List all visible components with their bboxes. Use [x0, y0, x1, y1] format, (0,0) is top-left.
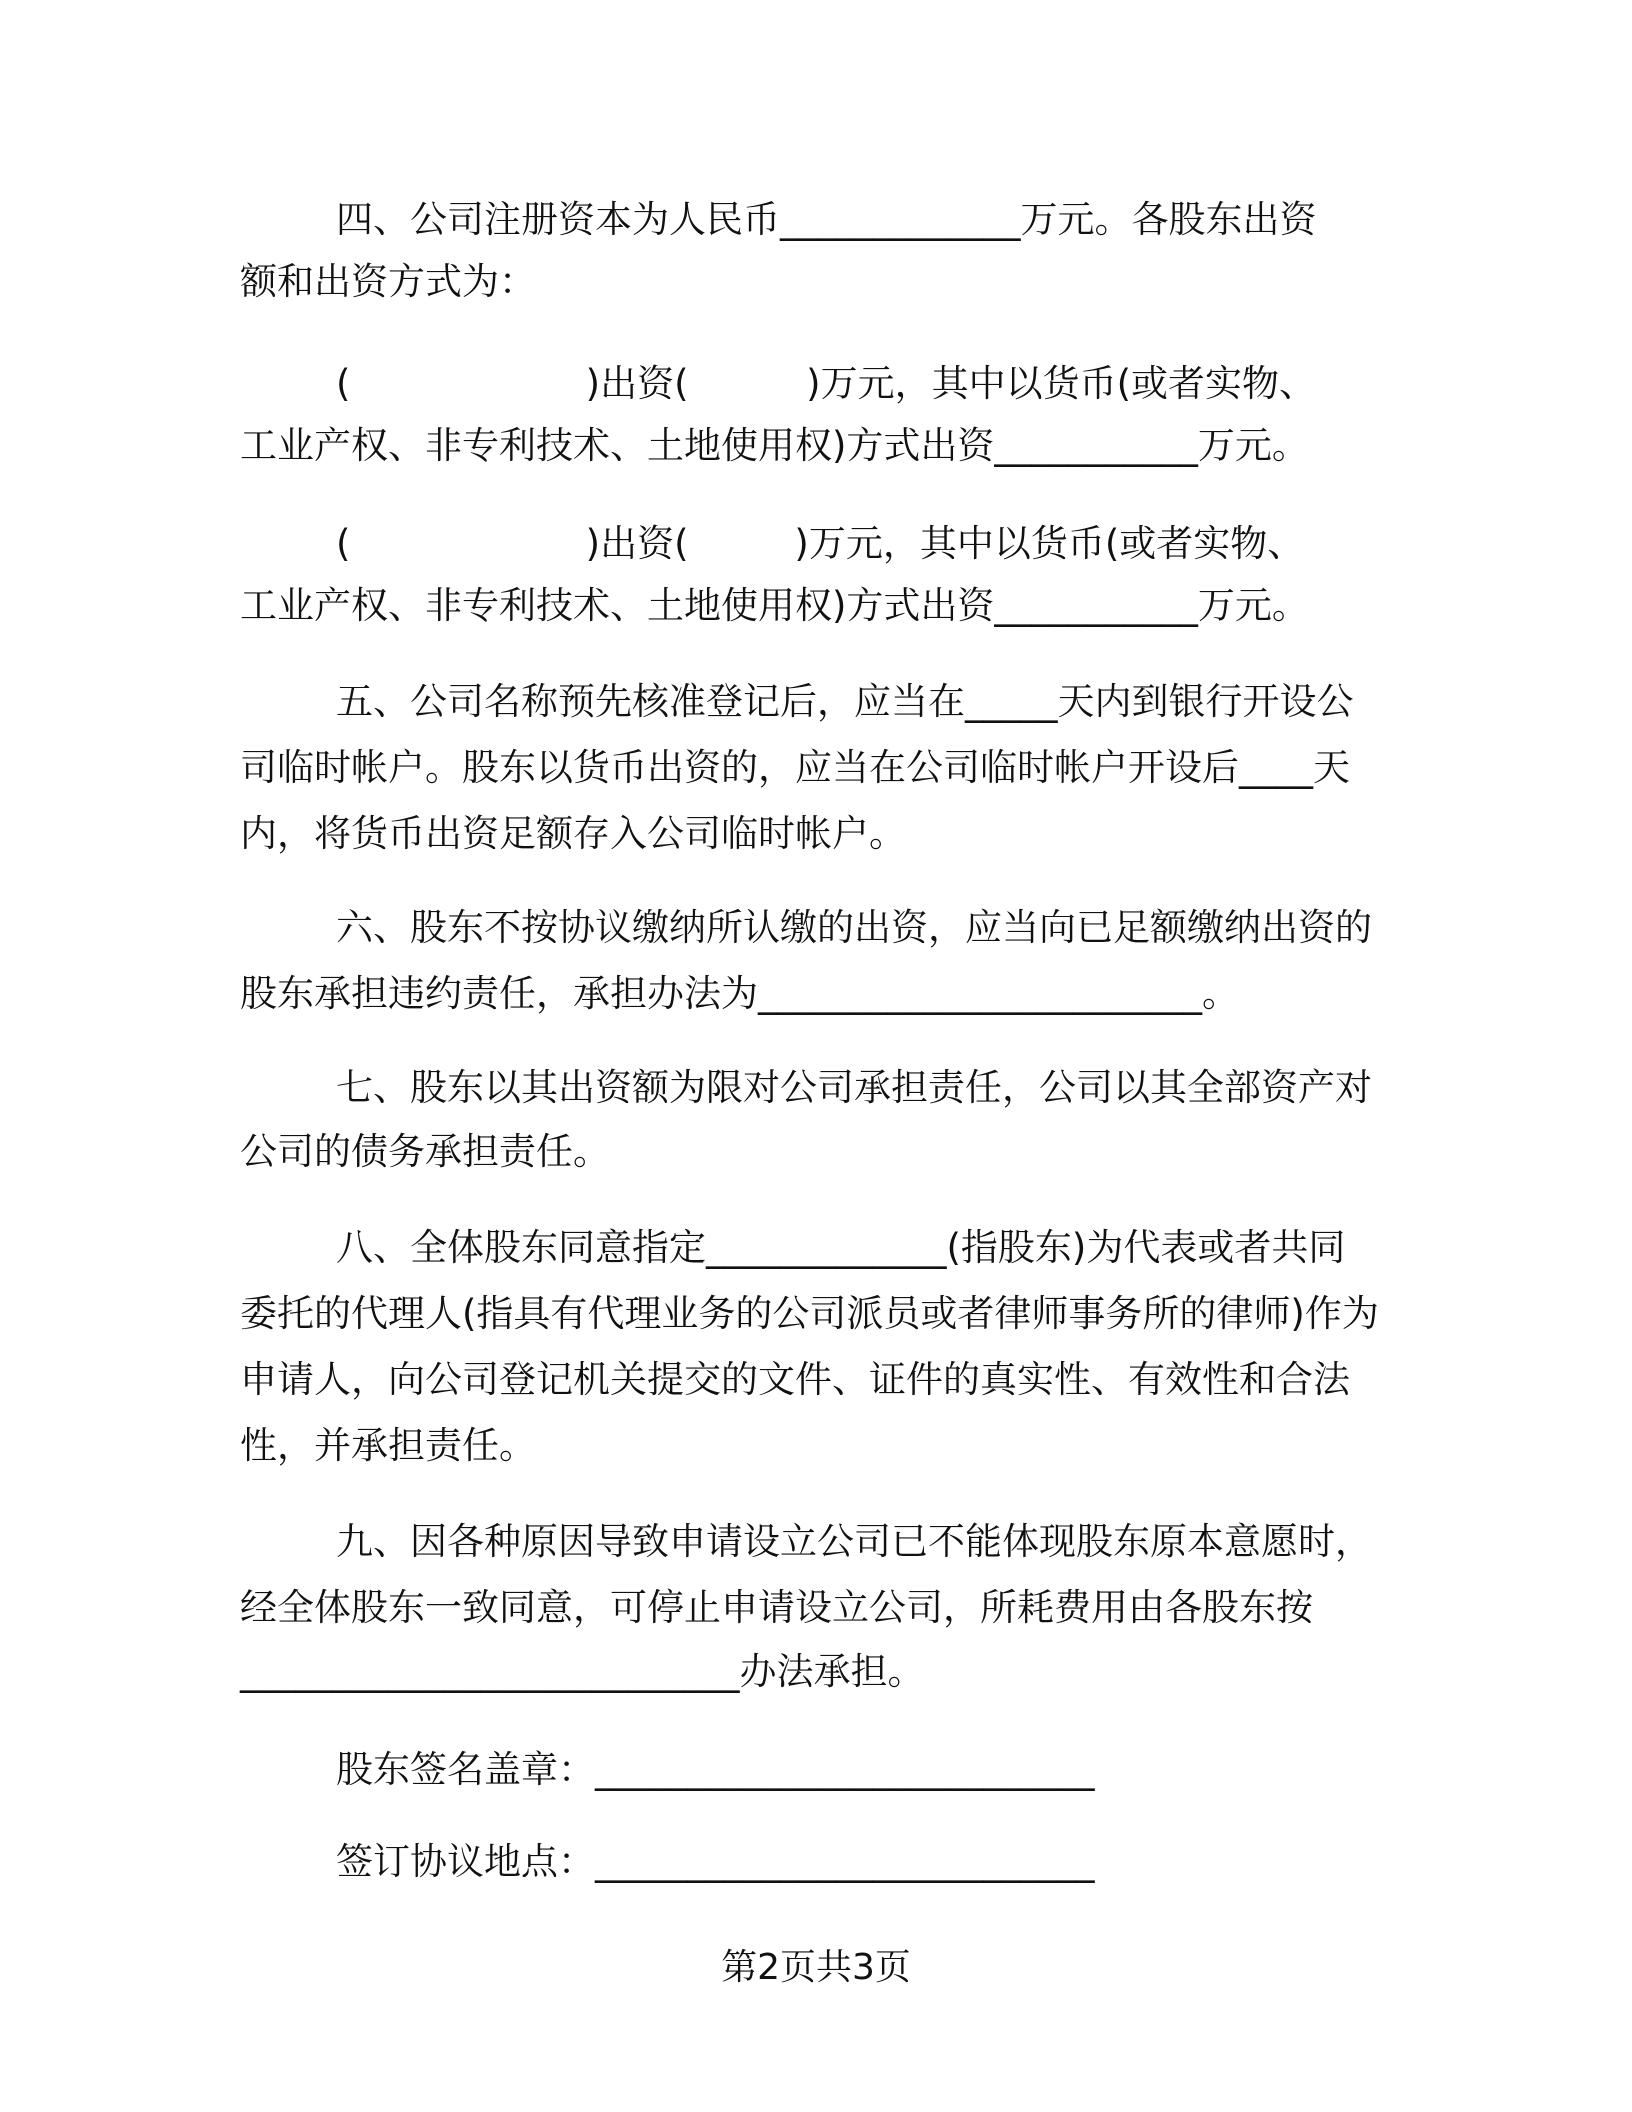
clause-8-line-1: 八、全体股东同意指定_____________(指股东)为代表或者共同: [336, 1226, 1346, 1269]
clause-8-line-4: 性，并承担责任。: [240, 1424, 536, 1467]
clause-4-line-2: 额和出资方式为：: [240, 260, 536, 303]
clause-8-line-3: 申请人，向公司登记机关提交的文件、证件的真实性、有效性和合法: [240, 1358, 1350, 1401]
page-number-footer: 第2页共3页: [721, 1947, 911, 1988]
signature-line: 股东签名盖章：___________________________: [336, 1748, 1095, 1791]
clause-6-line-1: 六、股东不按协议缴纳所认缴的出资，应当向已足额缴纳出资的: [336, 906, 1372, 949]
clause-6-line-2: 股东承担违约责任，承担办法为________________________。: [240, 972, 1239, 1015]
signing-place-line: 签订协议地点：___________________________: [336, 1840, 1095, 1883]
clause-7-line-1: 七、股东以其出资额为限对公司承担责任，公司以其全部资产对: [336, 1066, 1372, 1109]
clause-9-line-3: ___________________________办法承担。: [240, 1650, 925, 1693]
clause-9-line-2: 经全体股东一致同意，可停止申请设立公司，所耗费用由各股东按: [240, 1586, 1313, 1629]
clause-5-line-1: 五、公司名称预先核准登记后，应当在_____天内到银行开设公: [336, 680, 1354, 723]
clause-5-line-2: 司临时帐户。股东以货币出资的，应当在公司临时帐户开设后____天: [240, 746, 1350, 789]
shareholder-1-line-1: ( )出资( )万元，其中以货币(或者实物、: [336, 362, 1317, 405]
clause-5-line-3: 内，将货币出资足额存入公司临时帐户。: [240, 812, 906, 855]
shareholder-2-line-2: 工业产权、非专利技术、土地使用权)方式出资___________万元。: [240, 584, 1309, 627]
clause-7-line-2: 公司的债务承担责任。: [240, 1130, 610, 1173]
shareholder-2-line-1: ( )出资( )万元，其中以货币(或者实物、: [336, 522, 1305, 565]
shareholder-1-line-2: 工业产权、非专利技术、土地使用权)方式出资___________万元。: [240, 424, 1309, 467]
clause-9-line-1: 九、因各种原因导致申请设立公司已不能体现股东原本意愿时，: [336, 1520, 1372, 1563]
clause-4-line-1: 四、公司注册资本为人民币_____________万元。各股东出资: [336, 198, 1317, 241]
clause-8-line-2: 委托的代理人(指具有代理业务的公司派员或者律师事务所的律师)作为: [240, 1292, 1379, 1335]
